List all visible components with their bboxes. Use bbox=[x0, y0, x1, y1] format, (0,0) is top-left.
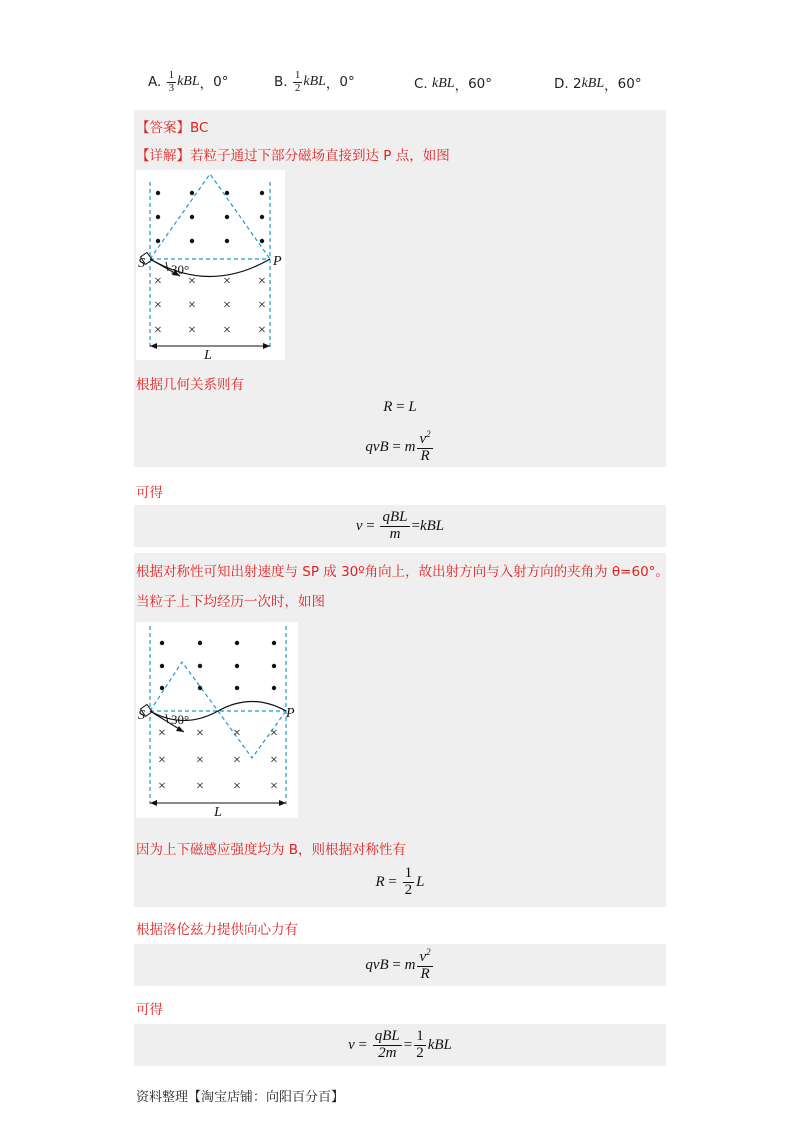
detail-line: 【详解】若粒子通过下部分磁场直接到达 P 点，如图 bbox=[136, 148, 450, 164]
fig2-s-label: S bbox=[138, 708, 145, 723]
option-d: D. 2 kBL ， 60° bbox=[554, 76, 642, 94]
svg-text:×: × bbox=[223, 298, 231, 313]
svg-text:×: × bbox=[270, 779, 278, 794]
option-c: C. kBL ， 60° bbox=[414, 76, 493, 94]
eq-force-2: qvB = m $\frac{v^2}{R}$ bbox=[365, 946, 431, 982]
option-a-fraction: $\frac{1}{3}$ bbox=[168, 69, 175, 94]
footer-text: 资料整理【淘宝店铺：向阳百分百】 bbox=[136, 1090, 345, 1105]
svg-text:×: × bbox=[158, 779, 166, 794]
eq-force-1: qvB = m $\frac{v^2}{R}$ bbox=[365, 428, 431, 464]
kede-line-1: 可得 bbox=[136, 485, 163, 501]
figure-1 bbox=[136, 170, 285, 360]
svg-text:×: × bbox=[154, 298, 162, 313]
svg-text:×: × bbox=[270, 753, 278, 768]
eq-v-1: v = $\frac{\text{qBL}}{m}$ = kBL bbox=[355, 508, 445, 542]
fig2-p-label: P bbox=[286, 706, 295, 721]
svg-text:×: × bbox=[233, 753, 241, 768]
fig2-l-label: L bbox=[214, 805, 222, 818]
same-b-line: 因为上下磁感应强度均为 B，则根据对称性有 bbox=[136, 842, 407, 858]
svg-text:×: × bbox=[188, 298, 196, 313]
svg-text:×: × bbox=[258, 323, 266, 338]
fig2-angle-label: 30° bbox=[171, 712, 190, 727]
kede-line-2: 可得 bbox=[136, 1002, 163, 1018]
svg-text:×: × bbox=[196, 726, 204, 741]
svg-text:×: × bbox=[258, 274, 266, 289]
svg-text:×: × bbox=[188, 323, 196, 338]
svg-text:×: × bbox=[196, 753, 204, 768]
option-b-fraction: $\frac{1}{2}$ bbox=[294, 69, 301, 94]
svg-text:×: × bbox=[154, 323, 162, 338]
fig1-p-label: P bbox=[273, 254, 282, 269]
svg-text:×: × bbox=[154, 274, 162, 289]
svg-text:×: × bbox=[223, 323, 231, 338]
fig1-angle-label: 30° bbox=[171, 262, 190, 277]
answer-line: 【答案】BC bbox=[136, 120, 209, 136]
geometry-line: 根据几何关系则有 bbox=[136, 377, 244, 393]
eq-r-equals-l: R = L bbox=[383, 398, 417, 415]
eq-v-2: v = $\frac{\text{qBL}}{2m}$ = $\frac{1}{2}$ kBL bbox=[348, 1027, 452, 1061]
option-b: B. $\frac{1}{2}$ kBL ， 0° bbox=[274, 69, 355, 94]
svg-text:×: × bbox=[270, 726, 278, 741]
lorentz-line: 根据洛伦兹力提供向心力有 bbox=[136, 922, 298, 938]
svg-text:×: × bbox=[158, 753, 166, 768]
symmetry-line: 根据对称性可知出射速度与 SP 成 30º角向上，故出射方向与入射方向的夹角为 θ=60°。 bbox=[136, 564, 669, 580]
svg-text:×: × bbox=[188, 274, 196, 289]
figure-2 bbox=[136, 622, 298, 818]
option-a: A. $\frac{1}{3}$ kBL ， 0° bbox=[148, 69, 229, 94]
svg-text:×: × bbox=[258, 298, 266, 313]
eq-r-half-l: R = $\frac{1}{2}$ L bbox=[375, 864, 425, 898]
case2-line: 当粒子上下均经历一次时，如图 bbox=[136, 594, 325, 610]
svg-text:×: × bbox=[233, 726, 241, 741]
svg-text:×: × bbox=[223, 274, 231, 289]
fig1-l-label: L bbox=[204, 348, 212, 360]
svg-text:×: × bbox=[158, 726, 166, 741]
svg-text:×: × bbox=[233, 779, 241, 794]
svg-text:×: × bbox=[196, 779, 204, 794]
fig1-s-label: S bbox=[138, 256, 145, 271]
